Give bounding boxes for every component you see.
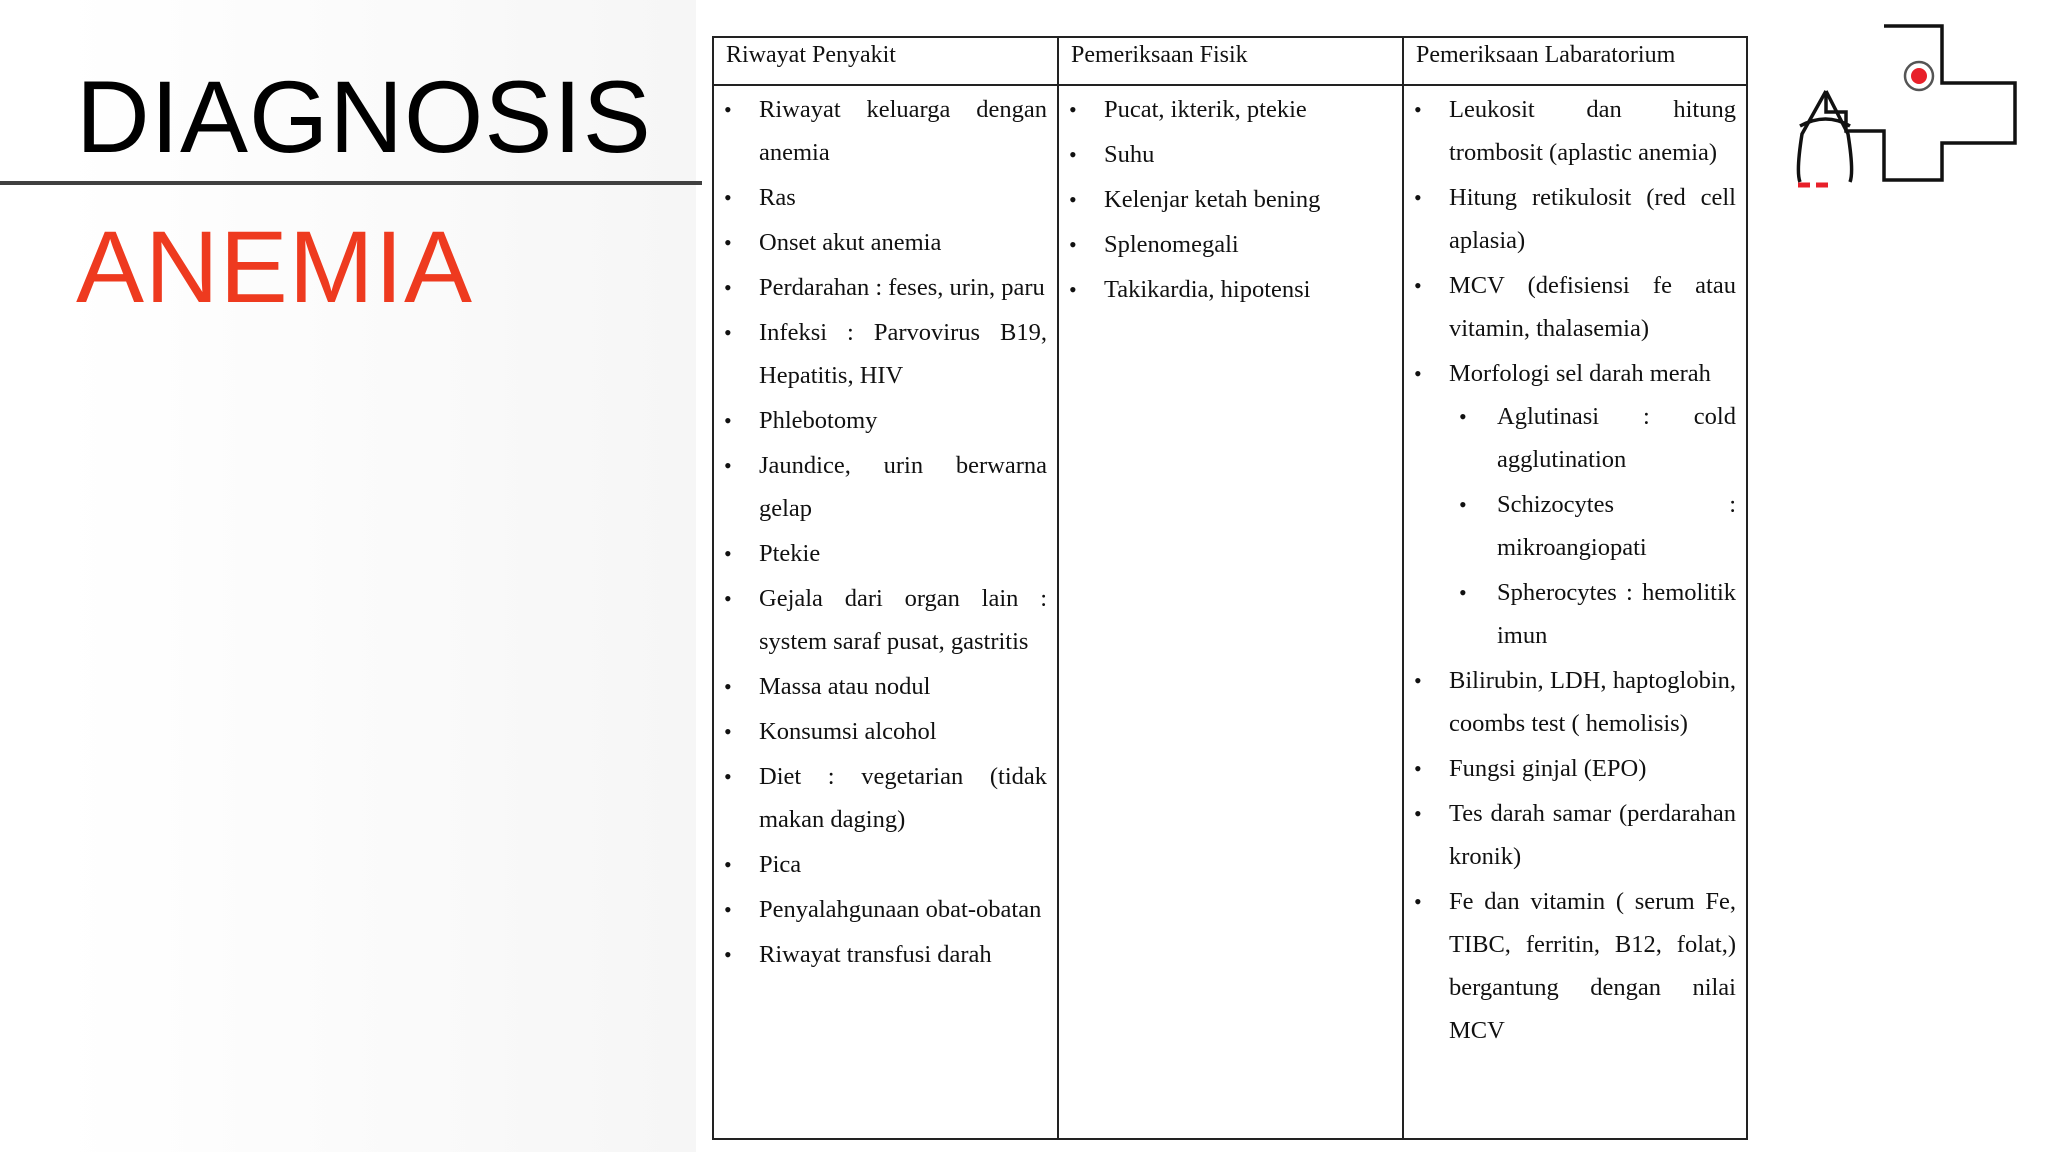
bullet-icon: • xyxy=(1459,580,1467,605)
header-pemeriksaan-fisik: Pemeriksaan Fisik xyxy=(1058,37,1403,85)
bullet-icon: • xyxy=(1414,361,1422,386)
bullet-icon: • xyxy=(724,586,732,611)
bullet-icon: • xyxy=(724,674,732,699)
bullet-icon: • xyxy=(1414,273,1422,298)
list-item: • Pica xyxy=(724,843,1047,886)
list-item: • Leukosit dan hitung trombosit (aplastic anemia) xyxy=(1414,88,1736,174)
bullet-icon: • xyxy=(1414,889,1422,914)
bullet-icon: • xyxy=(724,453,732,478)
bullet-icon: • xyxy=(724,541,732,566)
list-item: • Fe dan vitamin ( serum Fe, TIBC, ferritin, B12, folat,) bergantung dengan nilai MCV xyxy=(1414,880,1736,1052)
table-header-row xyxy=(713,37,1747,85)
list-pemeriksaan-fisik xyxy=(1069,88,1392,311)
bullet-icon: • xyxy=(1069,232,1077,257)
title-divider xyxy=(0,181,702,185)
list-item: • Phlebotomy xyxy=(724,399,1047,442)
list-item: • Takikardia, hipotensi xyxy=(1069,268,1392,311)
bullet-icon: • xyxy=(1069,97,1077,122)
bullet-icon: • xyxy=(724,408,732,433)
bullet-icon: • xyxy=(1459,404,1467,429)
list-item: • Gejala dari organ lain : system saraf pusat, gastritis xyxy=(724,577,1047,663)
sub-list-item: • Spherocytes : hemolitik imun xyxy=(1449,571,1736,657)
list-item: • Pucat, ikterik, ptekie xyxy=(1069,88,1392,131)
list-item: • Morfologi sel darah merah • Aglutinasi : cold agglutination • Schizocytes : mikroangiopati • Spherocytes : hemolitik imun xyxy=(1414,352,1736,657)
bullet-icon: • xyxy=(1414,801,1422,826)
list-item: • Massa atau nodul xyxy=(724,665,1047,708)
table-body-row xyxy=(713,85,1747,1139)
medical-cross-stethoscope-icon xyxy=(1796,24,2022,196)
list-riwayat-penyakit xyxy=(724,88,1047,976)
list-item: • Jaundice, urin berwarna gelap xyxy=(724,444,1047,530)
header-pemeriksaan-laboratorium: Pemeriksaan Labaratorium xyxy=(1403,37,1747,85)
bullet-icon: • xyxy=(724,97,732,122)
cell-pemeriksaan-fisik xyxy=(1058,85,1403,1139)
bullet-icon: • xyxy=(724,942,732,967)
bullet-icon: • xyxy=(724,185,732,210)
cell-pemeriksaan-laboratorium xyxy=(1403,85,1747,1139)
list-item: • Bilirubin, LDH, haptoglobin, coombs test ( hemolisis) xyxy=(1414,659,1736,745)
cell-riwayat-penyakit xyxy=(713,85,1058,1139)
list-item: • Tes darah samar (perdarahan kronik) xyxy=(1414,792,1736,878)
slide-title: DIAGNOSIS xyxy=(76,60,652,174)
list-item: • Riwayat keluarga dengan anemia xyxy=(724,88,1047,174)
sublist-morfologi xyxy=(1449,395,1736,657)
list-item: • Kelenjar ketah bening xyxy=(1069,178,1392,221)
bullet-icon: • xyxy=(1069,187,1077,212)
bullet-icon: • xyxy=(724,719,732,744)
bullet-icon: • xyxy=(1414,185,1422,210)
bullet-icon: • xyxy=(724,320,732,345)
list-item: • Perdarahan : feses, urin, paru xyxy=(724,266,1047,309)
diagnosis-table xyxy=(712,36,1748,1140)
list-item: • Ptekie xyxy=(724,532,1047,575)
list-item: • Diet : vegetarian (tidak makan daging) xyxy=(724,755,1047,841)
bullet-icon: • xyxy=(1414,756,1422,781)
bullet-icon: • xyxy=(1069,277,1077,302)
list-item: • Fungsi ginjal (EPO) xyxy=(1414,747,1736,790)
list-item: • Ras xyxy=(724,176,1047,219)
bullet-icon: • xyxy=(724,275,732,300)
bullet-icon: • xyxy=(1459,492,1467,517)
list-item: • Infeksi : Parvovirus B19, Hepatitis, HIV xyxy=(724,311,1047,397)
list-item: • Onset akut anemia xyxy=(724,221,1047,264)
list-item: • Riwayat transfusi darah xyxy=(724,933,1047,976)
list-item: • Splenomegali xyxy=(1069,223,1392,266)
list-item: • MCV (defisiensi fe atau vitamin, thalasemia) xyxy=(1414,264,1736,350)
header-riwayat-penyakit: Riwayat Penyakit xyxy=(713,37,1058,85)
list-item: • Suhu xyxy=(1069,133,1392,176)
bullet-icon: • xyxy=(724,852,732,877)
list-pemeriksaan-laboratorium xyxy=(1414,88,1736,1052)
list-item: • Hitung retikulosit (red cell aplasia) xyxy=(1414,176,1736,262)
bullet-icon: • xyxy=(724,230,732,255)
bullet-icon: • xyxy=(1414,668,1422,693)
bullet-icon: • xyxy=(724,764,732,789)
list-item: • Konsumsi alcohol xyxy=(724,710,1047,753)
list-item: • Penyalahgunaan obat-obatan xyxy=(724,888,1047,931)
bullet-icon: • xyxy=(724,897,732,922)
slide-subtitle: ANEMIA xyxy=(76,210,474,324)
sub-list-item: • Aglutinasi : cold agglutination xyxy=(1449,395,1736,481)
bullet-icon: • xyxy=(1069,142,1077,167)
bullet-icon: • xyxy=(1414,97,1422,122)
sub-list-item: • Schizocytes : mikroangiopati xyxy=(1449,483,1736,569)
